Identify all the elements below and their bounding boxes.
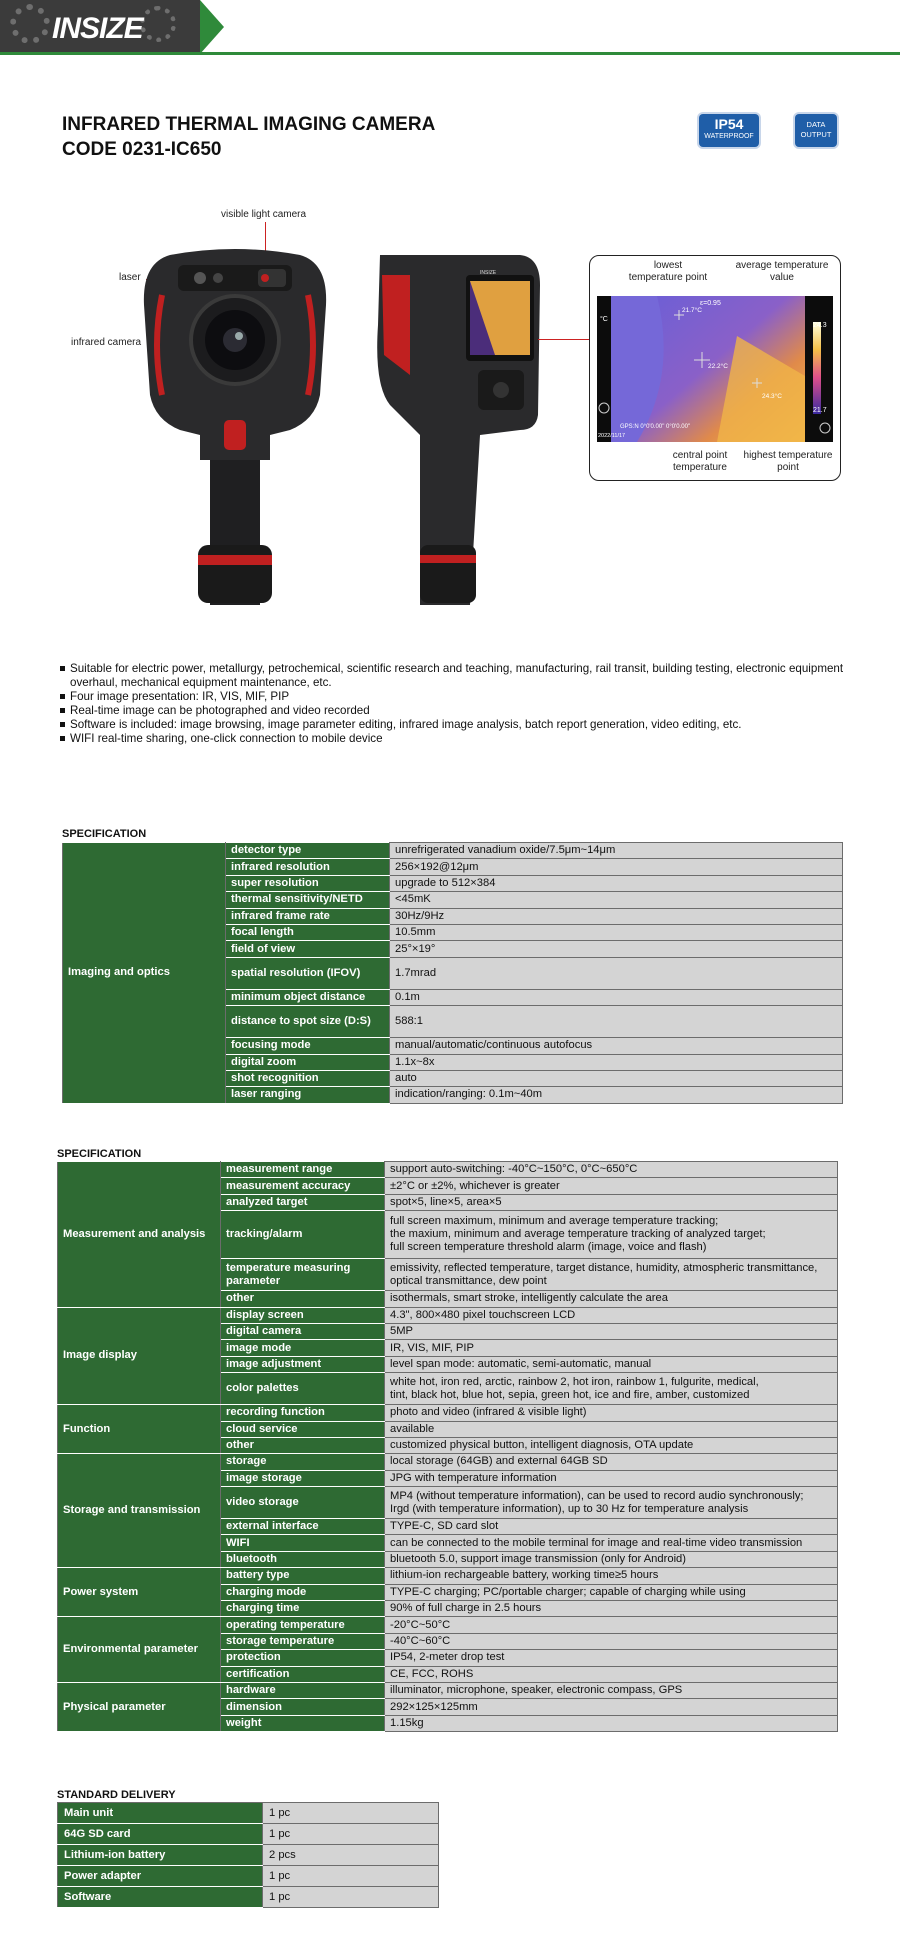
spec-value: illuminator, microphone, speaker, electronic compass, GPS: [385, 1682, 838, 1698]
delivery-quantity: 1 pc: [263, 1824, 439, 1845]
spec-row: [58, 1454, 838, 1470]
spec-row: [58, 1568, 838, 1584]
delivery-item: 64G SD card: [58, 1824, 263, 1845]
spec-value: JPG with temperature information: [385, 1470, 838, 1486]
label-highest-temperature-point: highest temperature point: [743, 450, 833, 473]
spec-value: 5MP: [385, 1323, 838, 1339]
spec-key: minimum object distance: [226, 989, 390, 1005]
spec-key: color palettes: [221, 1373, 385, 1405]
spec-value: 256×192@12μm: [390, 859, 843, 875]
spec-key: external interface: [221, 1519, 385, 1535]
spec-key: protection: [221, 1650, 385, 1666]
spec-value: 292×125×125mm: [385, 1699, 838, 1715]
gear-decoration-icon: [10, 4, 50, 44]
spec-value: 588:1: [390, 1006, 843, 1038]
spec-key: digital zoom: [226, 1054, 390, 1070]
title-line-2: CODE 0231-IC650: [62, 139, 222, 160]
emissivity-readout: ε=0.95: [700, 300, 721, 307]
feature-item: Software is included: image browsing, image parameter editing, infrared image analysis, batch report generation, video editing, etc.: [60, 718, 860, 732]
delivery-row: [58, 1845, 439, 1866]
spec-row: [58, 1617, 838, 1633]
callout-infrared-camera: infrared camera: [71, 337, 142, 348]
delivery-quantity: 1 pc: [263, 1866, 439, 1887]
spec-key: temperature measuring parameter: [221, 1259, 385, 1291]
chevron-right-icon: [200, 0, 224, 54]
spec-key: dimension: [221, 1699, 385, 1715]
spec-value: isothermals, smart stroke, intelligently calculate the area: [385, 1291, 838, 1307]
spec-value: customized physical button, intelligent diagnosis, OTA update: [385, 1437, 838, 1453]
delivery-table: [57, 1802, 439, 1908]
delivery-row: [58, 1824, 439, 1845]
spec-key: display screen: [221, 1307, 385, 1323]
spec-value: -40°C~60°C: [385, 1633, 838, 1649]
spec-key: super resolution: [226, 875, 390, 891]
spec-value: <45mK: [390, 892, 843, 908]
spec-row: [58, 1682, 838, 1698]
spec-key: spatial resolution (IFOV): [226, 957, 390, 989]
spec-value: 90% of full charge in 2.5 hours: [385, 1601, 838, 1617]
spec-key: storage: [221, 1454, 385, 1470]
spec-key: video storage: [221, 1487, 385, 1519]
spec-group-label: Physical parameter: [58, 1682, 221, 1731]
brand-logo[interactable]: [52, 12, 143, 46]
spec-key: storage temperature: [221, 1633, 385, 1649]
date-readout: 2022/11/17: [598, 433, 626, 439]
spec-value: bluetooth 5.0, support image transmission (only for Android): [385, 1551, 838, 1567]
delivery-row: [58, 1887, 439, 1908]
spec-value: auto: [390, 1070, 843, 1086]
spec-heading-2: SPECIFICATION: [57, 1148, 142, 1160]
spec-value: 1.7mrad: [390, 957, 843, 989]
spec-group-label: Environmental parameter: [58, 1617, 221, 1683]
spec-value: TYPE-C charging; PC/portable charger; capable of charging while using: [385, 1584, 838, 1600]
spec-value: indication/ranging: 0.1m~40m: [390, 1087, 843, 1103]
spec-key: digital camera: [221, 1323, 385, 1339]
page-title: [62, 112, 435, 162]
spec-value: 1.15kg: [385, 1715, 838, 1731]
header-banner: [0, 0, 900, 56]
spec-value: IR, VIS, MIF, PIP: [385, 1340, 838, 1356]
spec-key: infrared resolution: [226, 859, 390, 875]
spec-key: bluetooth: [221, 1551, 385, 1567]
spec-key: infrared frame rate: [226, 908, 390, 924]
spec-key: detector type: [226, 843, 390, 859]
label-lowest-temperature-point: lowest temperature point: [628, 260, 708, 283]
header-divider: [0, 52, 900, 55]
data-output-line-1: DATA: [806, 120, 826, 129]
delivery-item: Main unit: [58, 1803, 263, 1824]
data-output-badge: [795, 114, 837, 147]
feature-item: Four image presentation: IR, VIS, MIF, PIP: [60, 690, 860, 704]
spec-key: image mode: [221, 1340, 385, 1356]
spec-key: laser ranging: [226, 1087, 390, 1103]
low-temp-readout: 21.7°C: [682, 307, 702, 314]
ip54-badge: [699, 114, 759, 147]
camera-front-image: [140, 245, 330, 605]
spec-table-main: [57, 1161, 838, 1732]
spec-value: 1.1x~8x: [390, 1054, 843, 1070]
delivery-quantity: 1 pc: [263, 1887, 439, 1908]
spec-row: [58, 1307, 838, 1323]
spec-row: [63, 843, 843, 859]
feature-item: Real-time image can be photographed and video recorded: [60, 704, 860, 718]
spec-key: other: [221, 1291, 385, 1307]
spec-group-label: Power system: [58, 1568, 221, 1617]
spec-key: battery type: [221, 1568, 385, 1584]
spec-key: recording function: [221, 1405, 385, 1421]
spec-group-label: Image display: [58, 1307, 221, 1405]
spec-value: IP54, 2-meter drop test: [385, 1650, 838, 1666]
spec-value: 30Hz/9Hz: [390, 908, 843, 924]
label-central-point-temperature: central point temperature: [672, 450, 728, 473]
scale-bottom-readout: 21.7: [813, 407, 827, 414]
feature-list: [60, 662, 860, 746]
spec-value: emissivity, reflected temperature, target distance, humidity, atmospheric transmittance, optical transmittance, dew point: [385, 1259, 838, 1291]
spec-key: charging mode: [221, 1584, 385, 1600]
spec-value: CE, FCC, ROHS: [385, 1666, 838, 1682]
spec-row: [58, 1405, 838, 1421]
spec-value: white hot, iron red, arctic, rainbow 2, hot iron, rainbow 1, fulgurite, medical, tint, black hot, blue hot, sepia, green hot, ice and fire, amber, customized: [385, 1373, 838, 1405]
high-temp-readout: 24.3°C: [762, 393, 782, 400]
spec-value: spot×5, line×5, area×5: [385, 1194, 838, 1210]
delivery-row: [58, 1803, 439, 1824]
spec-value: MP4 (without temperature information), can be used to record audio synchronously; Irgd (with temperature information), up to 30 Hz for temperature analysis: [385, 1487, 838, 1519]
callout-visible-light-camera: visible light camera: [221, 209, 307, 220]
spec-group-label: Imaging and optics: [63, 843, 226, 1104]
ip54-label: IP54: [714, 116, 744, 132]
gear-decoration-icon: [140, 6, 176, 42]
delivery-quantity: 1 pc: [263, 1803, 439, 1824]
data-output-line-2: OUTPUT: [800, 130, 832, 139]
center-temp-readout: 22.2°C: [708, 363, 728, 370]
brand-logo-text: INSIZE: [52, 12, 143, 45]
spec-value: available: [385, 1421, 838, 1437]
spec-row: [58, 1162, 838, 1178]
spec-value: 0.1m: [390, 989, 843, 1005]
spec-group-label: Storage and transmission: [58, 1454, 221, 1568]
delivery-item: Lithium-ion battery: [58, 1845, 263, 1866]
scale-top-readout: 24.3: [813, 322, 827, 329]
gps-readout: GPS:N 0°0'0.00" 0°0'0.00": [620, 424, 691, 430]
spec-value: level span mode: automatic, semi-automatic, manual: [385, 1356, 838, 1372]
spec-key: image adjustment: [221, 1356, 385, 1372]
spec-value: ±2°C or ±2%, whichever is greater: [385, 1178, 838, 1194]
spec-value: upgrade to 512×384: [390, 875, 843, 891]
spec-key: weight: [221, 1715, 385, 1731]
spec-key: cloud service: [221, 1421, 385, 1437]
spec-value: -20°C~50°C: [385, 1617, 838, 1633]
feature-item: WIFI real-time sharing, one-click connection to mobile device: [60, 732, 860, 746]
spec-value: 10.5mm: [390, 924, 843, 940]
unit-readout: °C: [600, 316, 608, 323]
spec-key: focal length: [226, 924, 390, 940]
waterproof-label: WATERPROOF: [704, 133, 754, 140]
delivery-item: Power adapter: [58, 1866, 263, 1887]
spec-value: TYPE-C, SD card slot: [385, 1519, 838, 1535]
spec-key: shot recognition: [226, 1070, 390, 1086]
callout-line: [538, 339, 590, 340]
device-brand-label: INSIZE: [480, 270, 497, 276]
spec-key: image storage: [221, 1470, 385, 1486]
spec-key: certification: [221, 1666, 385, 1682]
delivery-row: [58, 1866, 439, 1887]
spec-value: 4.3", 800×480 pixel touchscreen LCD: [385, 1307, 838, 1323]
spec-group-label: Function: [58, 1405, 221, 1454]
spec-key: charging time: [221, 1601, 385, 1617]
spec-value: unrefrigerated vanadium oxide/7.5μm~14μm: [390, 843, 843, 859]
title-line-1: INFRARED THERMAL IMAGING CAMERA: [62, 114, 436, 135]
callout-laser: laser: [119, 272, 141, 283]
spec-value: local storage (64GB) and external 64GB SD: [385, 1454, 838, 1470]
spec-key: WIFI: [221, 1535, 385, 1551]
spec-group-label: Measurement and analysis: [58, 1162, 221, 1308]
camera-side-image: [370, 245, 555, 605]
delivery-item: Software: [58, 1887, 263, 1908]
spec-key: hardware: [221, 1682, 385, 1698]
spec-key: field of view: [226, 941, 390, 957]
spec-key: measurement accuracy: [221, 1178, 385, 1194]
spec-key: other: [221, 1437, 385, 1453]
delivery-quantity: 2 pcs: [263, 1845, 439, 1866]
spec-value: full screen maximum, minimum and average temperature tracking; the maxium, minimum and average temperature tracking of analyzed target; full screen temperature threshold alarm (image, voice and flash): [385, 1211, 838, 1259]
label-average-temperature-value: average temperature value: [735, 260, 829, 283]
spec-value: manual/automatic/continuous autofocus: [390, 1038, 843, 1054]
spec-value: lithium-ion rechargeable battery, working time≥5 hours: [385, 1568, 838, 1584]
spec-value: 25°×19°: [390, 941, 843, 957]
spec-key: thermal sensitivity/NETD: [226, 892, 390, 908]
spec-heading-1: SPECIFICATION: [62, 828, 147, 840]
spec-value: photo and video (infrared & visible light): [385, 1405, 838, 1421]
feature-item: Suitable for electric power, metallurgy, petrochemical, scientific research and teaching, manufacturing, rail transit, building testing, electronic equipment overhaul, mechanical equipment maintenance, etc.: [60, 662, 860, 690]
spec-key: measurement range: [221, 1162, 385, 1178]
spec-key: distance to spot size (D:S): [226, 1006, 390, 1038]
spec-table-imaging: [62, 842, 843, 1104]
delivery-heading: STANDARD DELIVERY: [57, 1789, 176, 1801]
spec-key: analyzed target: [221, 1194, 385, 1210]
spec-key: operating temperature: [221, 1617, 385, 1633]
spec-key: tracking/alarm: [221, 1211, 385, 1259]
spec-value: can be connected to the mobile terminal for image and real-time video transmission: [385, 1535, 838, 1551]
spec-key: focusing mode: [226, 1038, 390, 1054]
spec-value: support auto-switching: -40°C~150°C, 0°C~650°C: [385, 1162, 838, 1178]
